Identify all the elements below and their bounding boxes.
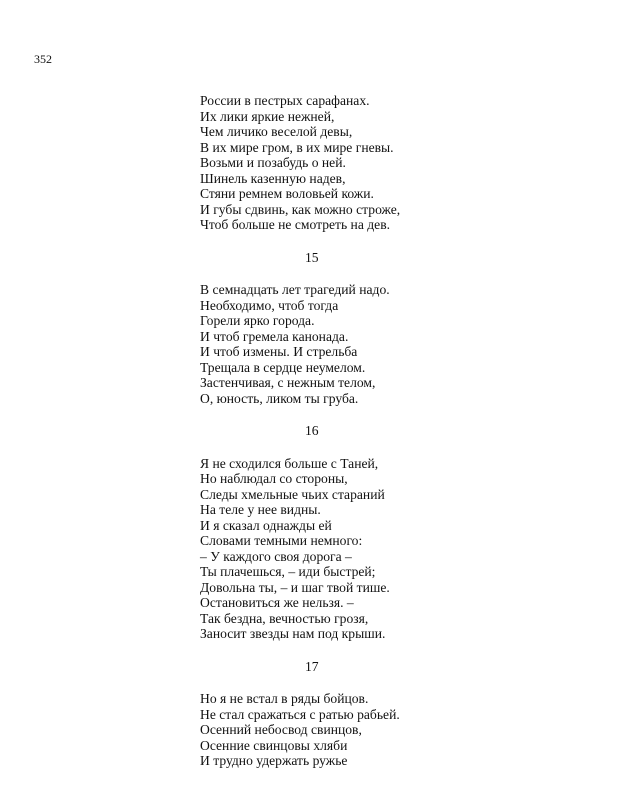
poem-line: Довольна ты, – и шаг твой тише. [200,579,390,595]
poem-line: Их лики яркие нежней, [200,108,335,124]
stanza [200,282,600,406]
poem-line: – У каждого своя дорога – [200,548,352,564]
poem-line: Я не сходился больше с Таней, [200,455,379,471]
poem-line: В их мире гром, в их мире гневы. [200,139,394,155]
section-number: 15 [305,249,319,265]
poem-line: Следы хмельные чьих стараний [200,486,385,502]
poem-line: В семнадцать лет трагедий надо. [200,282,390,297]
poem-line: И чтоб гремела канонада. [200,328,349,344]
stanza [200,456,600,642]
poem-line: Словами темными немного: [200,533,363,548]
poem-line: Остановиться же нельзя. – [200,595,354,610]
poem-line: Ты плачешься, – иди быстрей; [200,564,376,579]
poem-line: Чтоб больше не смотреть на дев. [200,217,391,232]
page-number: 352 [34,52,52,66]
poem-line: Но наблюдал со стороны, [200,471,348,486]
section-number: 17 [305,658,319,674]
poem-line: Возьми и позабудь о ней. [200,155,346,170]
poem-line: Осенний небосвод свинцов, [200,722,362,737]
poem-line: И губы сдвинь, как можно строже, [200,201,401,217]
poem-line: Стяни ремнем воловьей кожи. [200,186,374,201]
poem-line: И чтоб измены. И стрельба [200,344,358,359]
poem-line: Осенние свинцовы хляби [200,737,348,753]
stanza [200,93,600,233]
poem-line: Застенчивая, с нежным телом, [200,375,376,390]
poem-body [200,93,600,769]
poem-line: Горели ярко города. [200,313,315,328]
poem-line: Не стал сражаться с ратью рабьей. [200,706,400,722]
poem-line: И трудно удержать ружье [200,753,348,768]
poem-line: Необходимо, чтоб тогда [200,297,339,313]
poem-line: О, юность, ликом ты груба. [200,390,359,406]
section-number: 16 [305,423,319,438]
poem-line: России в пестрых сарафанах. [200,93,370,108]
poem-line: Так бездна, вечностью грозя, [200,610,369,626]
poem-line: На теле у нее видны. [200,502,321,517]
poem-line: И я сказал однажды ей [200,517,332,533]
poem-line: Но я не встал в ряды бойцов. [200,691,369,706]
poem-line: Трещала в сердце неумелом. [200,359,366,375]
stanza [200,691,600,769]
poem-line: Шинель казенную надев, [200,170,346,186]
poem-line: Чем личико веселой девы, [200,124,353,139]
poem-line: Заносит звезды нам под крыши. [200,626,386,641]
